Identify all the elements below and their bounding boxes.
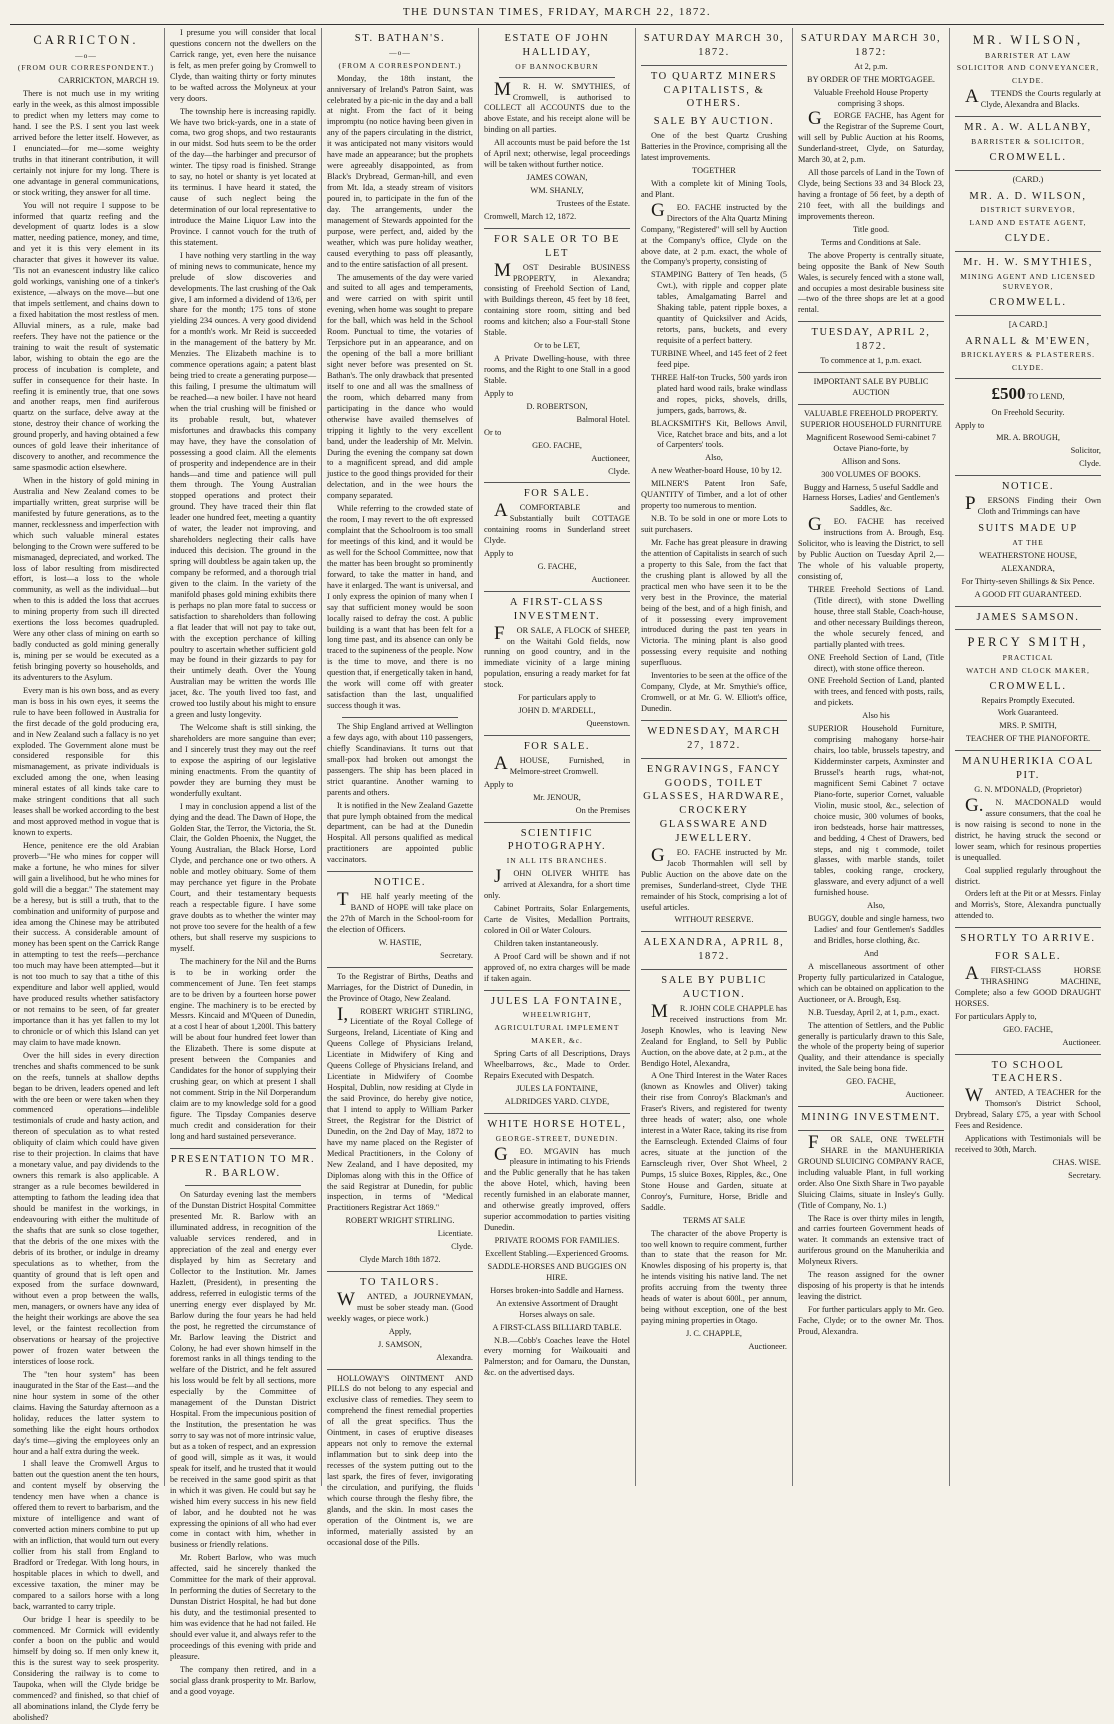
ad-heading: WHITE HORSE HOTEL, <box>487 1118 627 1130</box>
signature: W. HASTIE, <box>378 937 422 947</box>
card-place: CROMWELL. <box>989 151 1067 163</box>
separator <box>484 822 630 823</box>
ad-line: IMPORTANT SALE BY PUBLIC AUCTION <box>813 377 929 397</box>
ad-heading: FOR SALE. <box>523 741 591 753</box>
paragraph: There is not much use in my writing early in the week, as this almost impossible to predict when my letters may come to hand. I see the P.S. I sent you last week arrived before the letter itself. However, as I enunciated—for me—some weighty truths in that itinerant contribution, it will certainly not injure for my long. There is one advantage in general communications, or stock writing, they answer for all time. <box>13 89 159 197</box>
apply: Apply, <box>388 1326 412 1336</box>
paragraph: It is notified in the New Zealand Gazette that pure lymph obtained from the medical department, can be had at the Dunedin Hospital. All persons qualified as medical practitioners are appointed public vaccinators. <box>327 800 473 865</box>
ad-sub: MAKER, &c. <box>531 1036 583 1046</box>
date: Clyde March 18th 1872. <box>359 1255 441 1265</box>
ad-line: PRIVATE ROOMS FOR FAMILIES. <box>494 1236 620 1246</box>
list-item: THREE Freehold Sections of Land. (Title direct), with stone Dwelling house, three stall Stable, Coach-house, and other necessary Buildings thereon, the whole securely fenced, and partially planted with trees. <box>808 584 944 649</box>
notice-heading: NOTICE. <box>373 877 427 889</box>
ad-line: Also his <box>862 711 890 721</box>
signature: GEO. FACHE, <box>532 440 582 450</box>
signature: JULES LA FONTAINE, <box>516 1083 598 1093</box>
signature: J. SAMSON, <box>377 1339 423 1349</box>
ad-line: For Thirty-seven Shillings & Six Pence. <box>961 576 1095 586</box>
article-title: ST. BATHAN'S. <box>354 33 446 44</box>
holloway-ad: HOLLOWAY'S OINTMENT AND PILLS do not belong to any especial and exclusive class of remedies. They seem to comprehend the finest remedial properties of all the great specifics. Thus the Ointment, in cases of eruptive diseases appears not only to remove the external inflammation but to sink deep into the recesses of the system putting out to the last spark, the fires of fever, invigorating the circulation, and purifying, the fluids which course through the fleshy fibre, the glands, and the skin. In most cases the operation of the Ointment is, we are informed, materially assisted by an occasional dose of the Pills. <box>327 1373 473 1547</box>
ad-text: WANTED, a JOURNEYMAN, must be sober steady man. (Good weekly wages, or piece work.) <box>327 1288 473 1323</box>
ad-sub: OF BANNOCKBURN <box>515 61 599 71</box>
ad-line: ALEXANDRA, <box>1001 563 1055 573</box>
registrar-heading: To the Registrar of Births, Deaths and Marriages, for the District of Dunedin, in the Province of Otago, New Zealand. <box>327 971 473 1003</box>
ad-line: WITHOUT RESERVE. <box>674 915 754 925</box>
paragraph: The company then retired, and in a social glass drank prosperity to Mr. Barlow, and a good voyage. <box>170 1664 316 1696</box>
ad-text: Children taken instantaneously. <box>494 938 599 948</box>
role: Secretary. <box>1068 1170 1101 1180</box>
separator <box>185 1185 302 1186</box>
card-sub: CLYDE. <box>1011 76 1045 86</box>
ad-line: Magnificent Rosewood Semi-cabinet 7 Octave Piano-forte, by <box>806 432 936 453</box>
separator <box>327 871 473 872</box>
separator <box>955 927 1101 928</box>
separator <box>499 77 616 78</box>
separator <box>484 1113 630 1114</box>
list-item: THREE Half-ton Trucks, 500 yards iron plated hard wood rails, brake windlass and ropes, picks, shovels, drills, jumpers, gads, barrows, &. <box>651 372 787 415</box>
ad-line: A GOOD FIT GUARANTEED. <box>974 589 1082 599</box>
ad-line: TERMS AT SALE <box>682 1215 746 1225</box>
ad-text: Spring Carts of all Descriptions, Drays Wheelbarrows, &c., Made to Order. Repairs Executed with Despatch. <box>484 1049 630 1080</box>
separator <box>798 1106 944 1107</box>
card-sub: BARRISTER AT LAW <box>984 50 1072 60</box>
ad-line: Excellent Stabling.—Experienced Grooms. <box>485 1248 629 1258</box>
paragraph: When in the history of gold mining in Australia and New Zealand comes to be impartially written, great surprise will be manifested by future generations, as to the manner, recklessness and imperfection with which such valuable mineral estates belonging to the Crown were suffered to be mismanaged, depreciated, and worked. The loss of labor resulting from misdirected effort, is lost—a loss to the whole community, as well as the individual—but when to this is added the loss that accrues to mining property from such ill directed exertions the loss becomes quadrupled. Were any other class of mining on earth so badly conducted as gold mining generally is, mining per se would be executed as a fetish bringing poverty so households, and its adventurers to the Asylum. <box>13 476 159 682</box>
ad-text: For further particulars apply to Mr. Geo. Fache, Clyde; or to the owner Mr. Thos. Proud, Alexandra. <box>798 1305 944 1336</box>
separator <box>955 629 1101 630</box>
ad-heading: SALE BY AUCTION. <box>653 116 775 128</box>
signature: JOHN D. M'ARDELL, <box>518 706 596 716</box>
ad-text: WANTED, A TEACHER for the Thomson's District School, Drybread, Salary £75, a year with School Fees and Residence. <box>955 1085 1101 1131</box>
list-item: BUGGY, double and single harness, two Ladies' and four Gentlemen's Saddles and Bridles, horse clothing, &c. <box>808 914 944 945</box>
column-4 <box>479 28 636 1486</box>
masthead-rule <box>10 24 1104 25</box>
paragraph: Hence, penitence ere the old Arabian proverb—"He who mines for copper will make a fortune, he who mines for silver will gain a livelihood, but he who mines for gold will die a beggar." The statement may be a heresy, but is still a truth, that to the combination and uniformity of purpose and idea among the Chinese may be attributed their success. A considerable amount of money has been spent on the Carrick Range in attempting to test the reefs—perchance too much may have been attempted—but it is not too much to say that a tithe of this expenditure and labor well applied, would have produced results whether satisfactory or not remains to be seen, of far greater importance than it has yet fallen to my lot to chronicle or of which this Island can yet may claim to have made known. <box>13 840 159 1047</box>
place: Clyde. <box>1079 459 1101 469</box>
ad-heading: SHORTLY TO ARRIVE. <box>960 933 1096 945</box>
ad-line: A FIRST-CLASS BILLIARD TABLE. <box>492 1322 622 1332</box>
ad-text: FOR SALE, A FLOCK of SHEEP, on the Waitahi Gold fields, now running on good country, and in the immediate vicinity of a large mining population, ensuring a ready market for fat stock. <box>484 622 630 690</box>
signature: Mr. JENOUR, <box>533 792 581 802</box>
ad-sub: WHEELWRIGHT, <box>522 1010 592 1020</box>
column-3 <box>322 28 479 1547</box>
ad-line: WEATHERSTONE HOUSE, <box>978 550 1078 560</box>
ad-text: N.B. To be sold in one or more Lots to suit purchasers. <box>641 514 787 535</box>
ad-heading: Valuable Freehold House Property comprising 3 shops. <box>813 87 929 108</box>
auction-date: SATURDAY MARCH 30, 1872: <box>800 33 942 58</box>
ad-line: Buggy and Harness, 5 useful Saddle and Harness Horses, Ladies' and Gentlemen's Saddles, &c. <box>802 482 940 514</box>
ad-text: G.N. MACDONALD would assure consumers, that the coal he is now raising is second to none in the district, he having struck the second or lower seam, which for resinous properties is unequalled. <box>955 794 1101 862</box>
role: Auctioneer. <box>905 1090 944 1100</box>
role: Auctioneer. <box>748 1341 787 1351</box>
ad-text: MR. H. W. SMYTHIES, of Cromwell, is authorised to COLLECT all ACCOUNTS due to the above Estate, and his receipt alone will be binding on all parties. <box>484 78 630 135</box>
ad-heading: ENGRAVINGS, FANCY GOODS, TOILET GLASSES, HARDWARE, CROCKERY GLASSWARE AND JEWELLERY. <box>643 763 785 844</box>
place: Clyde. <box>451 1242 473 1252</box>
ad-text: Inventories to be seen at the office of the Company, Clyde, at Mr. Smythie's office, Cromwell, or at Mr. G. W. Elliott's office, Dunedin. <box>641 671 787 714</box>
list-item: ONE Freehold Section of Land, planted with trees, and fenced with posts, rails, and pickets. <box>808 676 944 708</box>
notice-heading: NOTICE. <box>1001 481 1055 493</box>
dateline: CARRICKTON, MARCH 19. <box>58 76 159 86</box>
ad-text: GEORGE FACHE, has Agent for the Registrar of the Supreme Court, will sell by Public Auction at his Rooms, Sunderland-street, Clyde, on Saturday, March 30, at 2, p.m. <box>798 108 944 165</box>
signature: GEO. FACHE, <box>1003 1024 1053 1034</box>
ad-heading: SALE BY PUBLIC AUCTION. <box>661 975 767 1000</box>
item-list <box>798 585 944 947</box>
ad-line: TEACHER OF THE PIANOFORTE. <box>965 734 1091 744</box>
ad-line: 300 VOLUMES OF BOOKS. <box>821 469 921 479</box>
card-sub: PRACTICAL <box>1002 652 1054 662</box>
card-place: CLYDE. <box>1004 233 1052 245</box>
ad-line: SUITS MADE UP <box>978 523 1078 535</box>
paragraph: The machinery for the Nil and the Burns is to be in working order the commencement of June. Ten feet stamps are to be driven by a fourteen horse power engine. The machinery is to be erected by Messrs. Kincaid and M'Queen of Dunedin, at a cost I hear of about 1,200l. This battery will be about four hundred feet lower than the Elizabeth. There is some dispute at present between the Companies and Candidates for the honor of supplying their crushing gear, on which at present I shall not comment. Strip in the Nil Dorperandum claim are to my knowledge sold for a good figure. The Tipsday Companies deserve much credit and consideration for their long and hard sustained perseverance. <box>170 956 316 1141</box>
list-item: SUPERIOR Household Furniture, comprising mahogany horse-hair chairs, loo table, brussels tapestry, and Kidderminster carpets, Axminster and Brussel's hearth rugs, what-not, magnificent Semi Cabinet 7 octave Piano-forte, superior Cornet, valuable Violin, music stool, &c., selection of choice music, 300 volumes of books, iron bedsteads, horse hair mattresses, and bedding, 4 Chest of Drawers, bed steps, and nig t commode, toilet glasses, with marble stands, toilet tables, cooking range, crockery, glassware, and every adjunct of a well furnished house. <box>808 724 944 898</box>
card-sub: WATCH AND CLOCK MAKER, <box>966 665 1090 675</box>
card-sub: BARRISTER & SOLICITOR, <box>971 136 1085 146</box>
separator <box>955 750 1101 751</box>
paragraph: While referring to the crowded state of the room, I may revert to the oft expressed complaint that the Schoolroom is too small for meetings of this kind, and it would be as well for the School Committee, now that the matter has been brought so prominently forward, to take the matter in hand, and have it enlarged. The want is universal, and I only express the opinion of many when I say that sufficient money would be soon locally raised to defray the cost. A public building is a want that has been felt for a long time past, and its absence can only be traced to the supineness of the people. Now is the time to move, and there is no question that, if energetically taken in hand, the work will come off with greater satisfaction than the last, unqualified success though it was. <box>327 504 473 711</box>
apply: Apply to <box>484 549 514 559</box>
role: Secretary. <box>440 950 473 960</box>
apply: For particulars apply to <box>518 693 596 703</box>
paragraph: The township here is increasing rapidly. We have two brick-yards, one in a state of coma, two grog shops, and two restaurants in our midst. Sod huts seem to be the order of the day—the harbinger and precursor of winter. The tipsy road is finished. Strange to say, no hotel or shanty is yet located at its terminus. I have heard it stated, the cause of such neglect being the determination of our local representative to introduce the Maine Liquor Law into the Province. I cannot vouch for the truth of this statement. <box>170 106 316 247</box>
ad-heading: MANUHERIKIA COAL PIT. <box>962 756 1094 782</box>
paragraph: I have nothing very startling in the way of mining news to communicate, hence my prelude of slow discoveries and developments. The last crushing of the Oak give, I am informed a dividend of 13/6, per share for the month; 175 tons of stone yielding 234 ounces. A very good dividend for a month's work. Mr Reid is succeeded in the management of the battery by Mr. Menzies. The Elizabeth machine is to commence operations again; a patent blast being tried to create a generating purpose—this failing, I presume the ultimatum will be reached—a new boiler. I have not heard when the trial crushing will be finished or its probable result, but, whatever misfortunes and drawbacks this company may have, they have the consolation of possessing a good claim. All the elements of prosperity and independence are in their hands—and time and patience will pull them through. The Young Australian stopped operations and protect their ground. They have traced their thin flat leader one hundred feet, meeting a quantity of water, the leader not improving, and shareholders neglecting their calls have induced this decision. The ground in the spring will doubtless be again taken up, the company be reformed, and a thorough trial given to the claim. In the variety of the manifold phases gold mining exhibits there is perhaps no plan more fatal to success or satisfaction to shareholders than following a flat leader that will not pay to take out, with the exception perchance of killing poultry to ascertain whether sufficient gold may be found in their gizzards to pay for their untimely death. Over the Young Australian may be written the words Ille jacet, &c. The youth lived too fast, and crowed too lustily about his might to ensure a green and lusty longevity. <box>170 250 316 720</box>
ad-line: And <box>863 948 879 958</box>
card-heading: MR. A. D. WILSON, <box>969 190 1087 202</box>
ad-line: AT THE <box>1012 537 1044 547</box>
item-list <box>641 270 787 451</box>
loan-amount: £500 <box>991 384 1026 404</box>
place: Alexandra. <box>436 1352 473 1362</box>
ad-line: MRS. P. SMITH, <box>999 721 1057 731</box>
paragraph: On Saturday evening last the members of the Dunstan District Hospital Committee presented Mr. R. Barlow with an illuminated address, in recognition of the valuable services rendered, and in appreciation of the zeal and energy ever displayed by him as Secretary and Collector to the Institution. Mr. James Hazlett, (President), in presenting the address, referred in eulogistic terms of the unerring energy ever displayed by Mr. Barlow during the four years he had held the post, he regretted the circumstance of Mr. Barlow leaving the District and Colony, he had ever shown himself in the foremost ranks in all things tending to the welfare of the District, and he felt assured his loss would be felt by all sections, more especially by the Committee of management of the Dunstan District Hospital. From the impecunious position of the Institution, the presentation he was sorry to say was not of more intrinsic value, but as a token of respect, and an expression of good will, simple as it was, it would speak for itself, and he trusted that it would be received in the same good spirit as that in which it was given. He could but say he wished him every success in his new field of labor, and he doubted not he was expressing the opinions of all who had ever come in contact with him, whether in business or friendly relations. <box>170 1190 316 1550</box>
role: Auctioneer, <box>591 453 630 463</box>
apply: For particulars Apply to, <box>955 1011 1037 1021</box>
auction-time: At 2, p.m. <box>854 61 888 71</box>
separator <box>955 315 1101 316</box>
ad-text: MR. JOHN COLE CHAPPLE has received instructions from Mr. Joseph Knowles, who is leaving New Zealand for England, to Sell by Public Auction, on the above date, at 2 p.m., at the Bendigo Hotel, Alexandra, <box>641 1000 787 1068</box>
dash: —o— <box>75 50 97 60</box>
paragraph: The amusements of the day were varied and suited to all ages and temperaments, and were carried on with spirit until evening, when home was sought to prepare for the ball, which was held in the School Room. Punctual to time, the votaries of Terpsichore put in an appearance, and on the opening of the ball a more brilliant sight never before was presented on St. Bathan's. The only drawback that presented itself to one and all was the smallness of the room, which debarred many from participating in the dance who would otherwise have availed themselves of tripping it lightly to the very excellent band, under the leadership of Mr. Melvin. During the evening the company sat down to a magnificent spread, and did ample justice to the good things provided for their delectation, and in the wee hours the company separated. <box>327 272 473 501</box>
ad-text: A One Third Interest in the Water Races (known as Knowles and Oliver) taking their rise from Conroy's Blackman's and Fraser's Rivers, and registered for twenty three heads of water; also, one whole interest in a Water Race, taking its rise from the Earnscleugh. Extended Claims of four acres, situate at the junction of the Earnscleugh river, Over Shot Wheel, 2 Pumps, 15 sluice Boxes, Ripples, &c., One Stone House and Garden, situate at Conroy's, Furniture, Horse, Bridle and Saddle. <box>641 1071 787 1212</box>
ad-text: Coal supplied regularly throughout the district. <box>955 865 1101 886</box>
auction-time: To commence at 1, p.m. exact. <box>820 356 922 366</box>
signature: J. C. CHAPPLE, <box>685 1329 743 1339</box>
ad-heading: SCIENTIFIC PHOTOGRAPHY. <box>507 827 607 853</box>
ad-line: SADDLE-HORSES AND BUGGIES ON HIRE. <box>487 1261 627 1282</box>
separator <box>955 1054 1101 1055</box>
signature: JAMES COWAN, <box>526 173 588 183</box>
section-heading: PRESENTATION TO MR. R. BARLOW. <box>170 1153 316 1179</box>
apply: Apply to <box>484 779 514 789</box>
ad-line: Also, <box>867 901 885 911</box>
ad-text: Orders left at the Pit or at Messrs. Finlay and Morris's, Store, Alexandra punctually attended to. <box>955 889 1101 921</box>
column-7 <box>950 28 1106 1486</box>
signature: ROBERT WRIGHT STIRLING. <box>345 1216 455 1226</box>
paragraph: Our bridge I hear is speedily to be commenced. Mr Cormick will evidently confer a boon on the public and would himself by doing so. If men only knew it, this is the surest way to seek prosperity. Considering the railway is to come to Taupoka, when will the Clyde bridge be commenced? and finished, so that chief of all abominations inland, the Clyde ferry be abolished? <box>13 1614 159 1723</box>
ad-text: FOR SALE, ONE TWELFTH SHARE in the MANUHERIKIA GROUND SLUICING COMPANY RACE, including valuable Plant, in full working order. Also One Sixth Share in Two payable Sluicing Claims, situate in Insley's Gully. (Title of Company, No. 1.) <box>798 1131 944 1210</box>
ad-heading: FOR SALE. <box>523 488 591 500</box>
separator <box>955 116 1101 117</box>
ad-heading: FOR SALE. <box>994 951 1062 963</box>
ad-or: Or to be LET, <box>534 341 580 351</box>
signature: WM. SHANLY, <box>530 186 584 196</box>
card-heading: JAMES SAMSON. <box>976 611 1080 623</box>
ad-text: One of the best Quartz Crushing Batteries in the Province, comprising all the latest improvements. <box>641 131 787 163</box>
ad-text: A Proof Card will be shown and if not approved of, no extra charges will be made if taken again. <box>484 951 630 983</box>
separator <box>484 482 630 483</box>
role: Licentiate. <box>437 1229 473 1239</box>
column-2 <box>165 28 322 1696</box>
separator <box>955 170 1101 171</box>
ad-or: Or to <box>484 427 502 437</box>
ad-text: Applications with Testimonials will be received to 30th, March. <box>955 1134 1101 1154</box>
ad-text: GEO. FACHE instructed by the Directors of the Alta Quartz Mining Company, "Registered" will sell by Auction at the Company's office, Clyde on the above date, at 2 p.m. exact, the whole of the Company's property, consisting of <box>641 199 787 267</box>
ad-line: BY ORDER OF THE MORTGAGEE. <box>807 74 935 84</box>
card-heading: Mr. H. W. SMYTHIES, <box>963 257 1093 269</box>
apply: Apply to <box>955 420 985 430</box>
ad-text: A miscellaneous assortment of other Property fully particularized in Catalogue, which can be obtained on application to the Auctioneer, or A. Brough, Esq. <box>798 961 944 1004</box>
signature: GEO. FACHE, <box>846 1077 896 1087</box>
ad-text: ACOMFORTABLE and Substantially built COTTAGE containing rooms in Sunderland street Clyde. <box>484 500 630 546</box>
separator <box>798 1130 944 1131</box>
place: On the Premises <box>575 805 630 815</box>
separator <box>327 1271 473 1272</box>
paragraph: Mr. Robert Barlow, who was much affected, said he sincerely thanked the Committee for the mark of their approval. In performing the duties of Secretary to the Dunstan District Hospital, he had but done his duty, and the testimonial presented to him was evidence that he had not failed. He should ever value it, and always refer to the proceedings of this evening with pride and pleasure. <box>170 1553 316 1661</box>
article-title: CARRICTON. <box>33 33 139 47</box>
card-heading: PERCY SMITH, <box>967 635 1089 650</box>
card-sub: SOLICITOR AND CONVEYANCER, <box>956 63 1100 73</box>
auction-date: TUESDAY, APRIL 2, 1872. <box>811 327 931 353</box>
byline: (FROM OUR CORRESPONDENT.) <box>17 63 155 73</box>
column-5 <box>636 28 793 1486</box>
ad-text: The Race is over thirty miles in length, and carries fourteen Government heads of water. It commands an extensive tract of auriferous ground on the Manuherikia and Molyneux Rivers. <box>798 1213 944 1267</box>
ad-line: Terms and Conditions at Sale. <box>821 237 921 247</box>
signature: G. FACHE, <box>537 562 577 571</box>
ad-text: A new Weather-board House, 10 by 12. <box>651 466 782 476</box>
separator <box>641 931 787 932</box>
role: Solicitor, <box>1070 446 1101 456</box>
ad-line: An extensive Assortment of Draught Horses always on sale. <box>496 1298 618 1319</box>
ad-line: Allison and Sons. <box>841 456 901 466</box>
ad-text: N.B. Tuesday, April 2, at 1, p.m., exact. <box>808 1007 940 1017</box>
ad-heading: FOR SALE OR TO BE LET <box>494 233 620 259</box>
card-label: [A CARD.] <box>1008 319 1048 329</box>
registrar-text: I,ROBERT WRIGHT STIRLING, Licentiate of the Royal College of Surgeons, Ireland, Licentiate of King and Queens College of Physicians Ireland, Licentiate in Midwifery of King and Queens College of Physicians Ireland, and Licentiate in Midwifery of Coombe Hospital, Dublin, now residing at Clyde in the said Province, do hereby give notice, that I intend to apply to William Parker Street, the Registrar for the District of Dunedin, on the 2nd Day of May, 1872 to have my name placed on the Register of Medical Practitioners, in the Colony of New Zealand, and I have deposited, my Diplomas along with this in the Office of the said Registrar at Dunedin, for public inspection, in terms of "Medical Practitioners Registrar Act 1869." <box>327 1003 473 1213</box>
separator <box>641 758 787 759</box>
separator <box>641 969 787 970</box>
ad-line: TOGETHER <box>692 165 736 175</box>
separator <box>641 65 787 66</box>
separator <box>798 372 944 373</box>
newspaper-columns <box>8 28 1106 1723</box>
card-place: CLYDE. <box>1011 363 1045 373</box>
ad-sub: GEORGE-STREET, DUNEDIN. <box>495 1133 619 1143</box>
separator <box>641 720 787 721</box>
paragraph: The Welcome shaft is still sinking, the shareholders are more sanguine than ever; and I sincerely trust they may out the reef to expose the aspiring of our legislative mining enactments. From the quantity of powder they are burning they must be wonderfully exultant. <box>170 723 316 798</box>
ad-text: JOHN OLIVER WHITE has arrived at Alexandra, for a short time only. <box>484 866 630 901</box>
ad-sub: AGRICULTURAL IMPLEMENT <box>494 1023 620 1033</box>
ad-heading: TO QUARTZ MINERS CAPITALISTS, & OTHERS. <box>650 70 778 110</box>
ad-text: AHOUSE, Furnished, in Melmore-street Cromwell. <box>494 752 630 776</box>
separator <box>484 735 630 736</box>
card-heading: MR. A. W. ALLANBY, <box>964 122 1092 134</box>
paragraph: Over the hill sides in every direction trenches and shafts commenced to be sunk on the reefs, tunnels at shallow depths began to be driven, leaders opened and left with the ore been or were taken when they commenced operations—indelible testimonials of crude and hasty action, and thereon of speculation as to what rested obliquity of claim which could have given rise to their projection. In claims that have a monetary value, and pay dividends to the owners this remark is also applicable. A stranger as a rule becomes bewildered in attempting to fathom the leading idea that should be manifest in the workings, in endeavouring with either the multitude of the shafts that are sunk so close together, that the debris of the one mixes with the debris of its brother, or indulge in dreamy speculations as to whether, from the quantity of ground that is left open and exposed from the surface downward, without even a prop between the walls, men, managers, or owners have any idea of the height their workings are above the sea level, or the faintest recollection from observations or hearsay of the projective power of frozen water between the interstices of loose rock. <box>13 1050 159 1367</box>
paragraph: Monday, the 18th instant, the anniversary of Ireland's Patron Saint, was celebrated by a pic-nic in the day and a ball at night. From the fact of it being impromptu (no notice having been given in any of the papers circulating in the district, it was anticipated not many visitors would have made an appearance; but the prophets were agreeably disappointed, as from Black's Drybread, German-hill, and even from Mt. Ida, a steady stream of visitors poured in, to participate in the fun of the day. The arrangements, under the management of Stewards appointed for the purpose, were perfect, and, aided by the weather, which was pure holiday weather, caused everything to pass off pleasantly, and to the entire satisfaction of all present. <box>327 73 473 269</box>
ad-text: Mr. Fache has great pleasure in drawing the attention of Capitalists in search of such a property to this Sale, from the fact that the crushing plant is allowed by all the practical men who have seen it to be the very best in the Province, the material being of the best, and of a high finish, and of it possessing every improvement introduced during the past ten years in Victoria. The mining plant is also good possessing every requisite and nothing superfluous. <box>641 537 787 668</box>
separator <box>955 475 1101 476</box>
ad-heading: TO TAILORS. <box>360 1277 440 1289</box>
list-item: TURBINE Wheel, and 145 feet of 2 feet feed pipe. <box>651 348 787 369</box>
column-6 <box>793 28 950 1486</box>
ad-text: The attention of Settlers, and the Public generally is particularly drawn to this Sale, the whole of the property being of superior Quality, and their attendance is specially invited, the Sale being bona fide. <box>798 1020 944 1074</box>
paragraph: I may in conclusion append a list of the dying and the dead. The Dawn of Hope, the Golden Star, the Terror, the Victoria, the St. Clair, the Golden Phoenix, the Nugget, the Young Australian, the Black Horse, Lord Clyde, and perchance one or two others. A noble and motley obituary. Some of them may perchance yet figure in the Probate Court, and their testamentary bequests reach a respectable figure. I have some grave doubts as to whether the winter may not prove too severe for the health of a few others, but shall reserve my suspicions to myself. <box>170 801 316 953</box>
auction-date: SATURDAY MARCH 30, 1872. <box>643 33 785 58</box>
separator <box>170 1148 316 1149</box>
loan-label: TO LEND, <box>1027 392 1065 402</box>
card-heading: ARNALL & M'EWEN, <box>965 335 1091 347</box>
ad-text: All accounts must be paid before the 1st of April next; otherwise, legal proceedings will be taken without further notice. <box>484 138 630 170</box>
role: Trustees of the Estate. <box>556 198 630 208</box>
ad-text: AFIRST-CLASS HORSE THRASHING MACHINE, Complete; also a few GOOD DRAUGHT HORSES. <box>955 962 1101 1008</box>
ad-sub: IN ALL ITS BRANCHES. <box>506 856 608 866</box>
separator <box>484 591 630 592</box>
separator <box>327 1369 473 1370</box>
loan-ad <box>955 383 1101 405</box>
ad-text: A Private Dwelling-house, with three rooms, and the Right to one Stall in a good Stable. <box>484 354 630 385</box>
card-heading: MR. WILSON, <box>972 33 1084 47</box>
ad-text: GEO. FACHE has received instructions from A. Brough, Esq. Solicitor, who is leaving the District, to sell by Public Auction on Tuesday April 2,—The whole of his valuable property, consisting of, <box>798 514 944 581</box>
ad-text: All those parcels of Land in the Town of Clyde, being Sections 33 and 34 Block 23, having a frontage of 56 feet, by a depth of 210 feet, with all the buildings and improvements thereon. <box>798 168 944 221</box>
ad-line: On Freehold Security. <box>991 407 1065 417</box>
card-place: CROMWELL. <box>989 680 1067 692</box>
ad-heading: JULES LA FONTAINE, <box>490 995 624 1007</box>
ad-heading: ESTATE OF JOHN HALLIDAY, <box>504 33 610 58</box>
ad-text: GEO. FACHE instructed by Mr. Jacob Thormahlen will sell by Public Auction on the above date on the premises, Sunderland-street, Clyde THE remainder of his Stock, comprising a lot of useful articles. <box>641 844 787 912</box>
ad-heading: TO SCHOOL TEACHERS. <box>991 1059 1065 1085</box>
masthead: THE DUNSTAN TIMES, FRIDAY, MARCH 22, 1872. <box>402 6 712 18</box>
list-item: ONE Freehold Section of Land, (Title direct), with stone office thereon. <box>808 652 944 673</box>
ad-heading: MINING INVESTMENT. <box>801 1112 941 1124</box>
paragraph: The "ten hour system" has been inaugurated in the Star of the East—and the nine hour system in some of the other claims. Having the Saturday afternoon as a holiday, reduces the latter system to something like the eight hours orthodox day's time—giving the employees only an hour and a half extra during the week. <box>13 1369 159 1456</box>
separator <box>484 990 630 991</box>
ad-text: The above Property is centrally situate, being opposite the Bank of New South Wales, is securely fenced with a stone wall, and occupies a most desirable business site—two of the three shops are let at a good rental. <box>798 250 944 315</box>
separator <box>327 967 473 968</box>
separator <box>798 404 944 405</box>
place: Queenstown. <box>586 719 630 729</box>
ad-heading: A FIRST-CLASS INVESTMENT. <box>509 596 605 622</box>
place: ALDRIDGES YARD. CLYDE, <box>504 1096 610 1106</box>
role: Auctioneer. <box>591 574 630 584</box>
byline: (FROM A CORRESPONDENT.) <box>338 60 462 70</box>
ad-line: Repairs Promptly Executed. <box>981 695 1075 705</box>
paragraph: I shall leave the Cromwell Argus to batten out the question anent the ten hours, and content myself by observing the tendency men have when a chance is offered them to revert to barbarism, and the mixture of intelligence and want of converted action miners combine to put up with an infliction, that would turn out every collier from his stall from England to Bradford or Tredegar. With long hours, in hospitable places in which to dwell, and excessive taxation, the miner may be compared to a sailors horse with a long back, warranted to carry triple. <box>13 1459 159 1611</box>
card-sub: LAND AND ESTATE AGENT, <box>969 218 1087 228</box>
separator <box>955 606 1101 607</box>
ad-text: With a complete kit of Mining Tools, and Plant. <box>641 178 787 199</box>
card-sub: MINING AGENT AND LICENSED SURVEYOR, <box>960 271 1096 291</box>
card-label: (CARD.) <box>1012 174 1044 184</box>
ad-line: G. N. M'DONALD, (Proprietor) <box>974 785 1082 794</box>
apply: Apply to <box>484 388 514 398</box>
role: Auctioneer. <box>1062 1037 1101 1047</box>
ad-line: Title good. <box>852 224 890 234</box>
paragraph: I presume you will consider that local questions concern not the dwellers on the Carrick range, yet, even here the nuisance is felt, as men prefer going by Cromwell to Clyde, than waiting thirty or forty minutes to be wafted across the Molyneux at your very doors. <box>170 28 316 103</box>
card-sub: DISTRICT SURVEYOR, <box>980 205 1076 215</box>
paragraph: Every man is his own boss, and as every man is boss in his own eyes, it seems the rule to have been followed in Australia for the first decade of the gold producing era, and in New Zealand such a fallacy is no yet exploded. The Government alone must be considered responsible for this mismanagement, as private individuals is excluded among the one, when leasing mineral estates of all kinds take care to make stringent conditions that all such leases shall be worked according to the best and most approved method in vogue that is known to experts. <box>13 685 159 838</box>
ad-text: The character of the above Property is too well known to require comment, further than to state that the reason for Mr. Knowles disposing of his property is, that he intends visiting his native land. The net profits accruing from the twenty three heads of water is about 600l., per annum, being without exception, one of the best paying mining properties in Otago. <box>641 1228 787 1326</box>
ad-text: Cabinet Portraits, Solar Enlargements, Carte de Visites, Medallion Portraits, colored in Oil or Water Colours. <box>484 904 630 935</box>
dash: —o— <box>389 47 411 57</box>
separator <box>798 321 944 322</box>
separator <box>484 228 630 229</box>
separator <box>342 717 459 718</box>
column-1 <box>8 28 165 1723</box>
place: Balmoral Hotel. <box>576 414 630 424</box>
ad-text: GEO. M'GAVIN has much pleasure in intimating to his Friends and the Public generally that he has taken the above Hotel, which, having been recently furnished in an elaborate manner, and otherwise greatly improved, offers superior accommodation to parties visiting Dunedin. <box>484 1143 630 1233</box>
list-item: BLACKSMITH'S Kit, Bellows Anvil, Vice, Ratchet brace and bits, and a lot of Carpenters' tools. <box>651 418 787 450</box>
notice-text: PERSONS Finding their Own Cloth and Trimmings can have <box>965 493 1101 517</box>
ad-line: Horses broken-into Saddle and Harness. <box>490 1285 624 1295</box>
ad-heading: VALUABLE FREEHOLD PROPERTY. SUPERIOR HOUSEHOLD FURNITURE <box>800 408 942 429</box>
signature: CHAS. WISE. <box>1052 1157 1101 1167</box>
card-text: ATTENDS the Courts regularly at Clyde, Alexandra and Blacks. <box>965 86 1101 110</box>
separator <box>955 251 1101 252</box>
signature: D. ROBERTSON, <box>526 401 588 411</box>
notice-text: THE half yearly meeting of the BAND of HOPE will take place on the 27th of March in the School-room for the election of Officers. <box>327 889 473 934</box>
auction-date: ALEXANDRA, APRIL 8, 1872. <box>643 937 785 963</box>
ad-line: Also, <box>705 453 723 463</box>
paragraph: You will not require I suppose to be informed that quartz reefing and the development of quartz lodes is a slow matter, needing patience, money, and time, and yet it is this very element in its character that gives it however its value. 'Tis not an evanescent industry like calico gold workings, vanishing one of a tinker's existence, —always on the move—but one that impels settlement, and chains down to a fixed habitation the most restless of men. Alluvial miners, as a rule, make bad reefers. They have not the patience or the training to wait the result of systematic labor, wishing to obtain the ego are the process of incubation is complete, and suffer in consequence for their haste. In reefing it is eminently true, that one sows and another reaps, men find auriferous quartz on the surface, delve away at the stone, destroy their chance of working the ground properly, and having obtained a few ounces of gold leave their inheritance of discovery to another, and recommence the same spasmodic action elsewhere. <box>13 200 159 473</box>
ad-text: The reason assigned for the owner disposing of his property is that he intends leaving the district. <box>798 1270 944 1302</box>
ad-line: Work Guaranteed. <box>997 708 1059 718</box>
card-sub: BRICKLAYERS & PLASTERERS. <box>960 350 1096 360</box>
date: Cromwell, March 12, 1872. <box>484 211 577 221</box>
ad-text: N.B.—Cobb's Coaches leave the Hotel every morning for Waikouaiti and Palmerston; and for Oamaru, the Dunstan, &c. on the advertised days. <box>484 1335 630 1378</box>
place: Clyde. <box>608 466 630 476</box>
separator <box>955 378 1101 379</box>
ad-text: MILNER'S Patent Iron Safe, QUANTITY of Timber, and a lot of other property too numerous to mention. <box>641 479 787 511</box>
signature: MR. A. BROUGH, <box>996 433 1060 443</box>
list-item: STAMPING Battery of Ten heads, (5 Cwt.), with ripple and copper plate tables, Amalgamating Barrel and Shaking table, patent ripple boxes, a quantity of Quicksilver and Acids, retorts, pans, buckets, and every requisite of a perfect battery. <box>651 270 787 346</box>
ad-text: MOST Desirable BUSINESS PROPERTY, in Alexandra; consisting of Freehold Section of Land, with Buildings thereon, 45 feet by 18 feet, containing store room, sitting and bed rooms and kitchen; also a Four-stall Stone Stable. <box>484 259 630 338</box>
paragraph: The Ship England arrived at Wellington a few days ago, with about 110 passengers, chiefly Scandinavians. It turns out that small-pox had broken out amongst the passengers. The ship has been placed in strict quarantine. Another warning to parents and others. <box>327 722 473 797</box>
auction-date: WEDNESDAY, MARCH 27, 1872. <box>647 725 781 751</box>
card-place: CROMWELL. <box>989 296 1067 308</box>
